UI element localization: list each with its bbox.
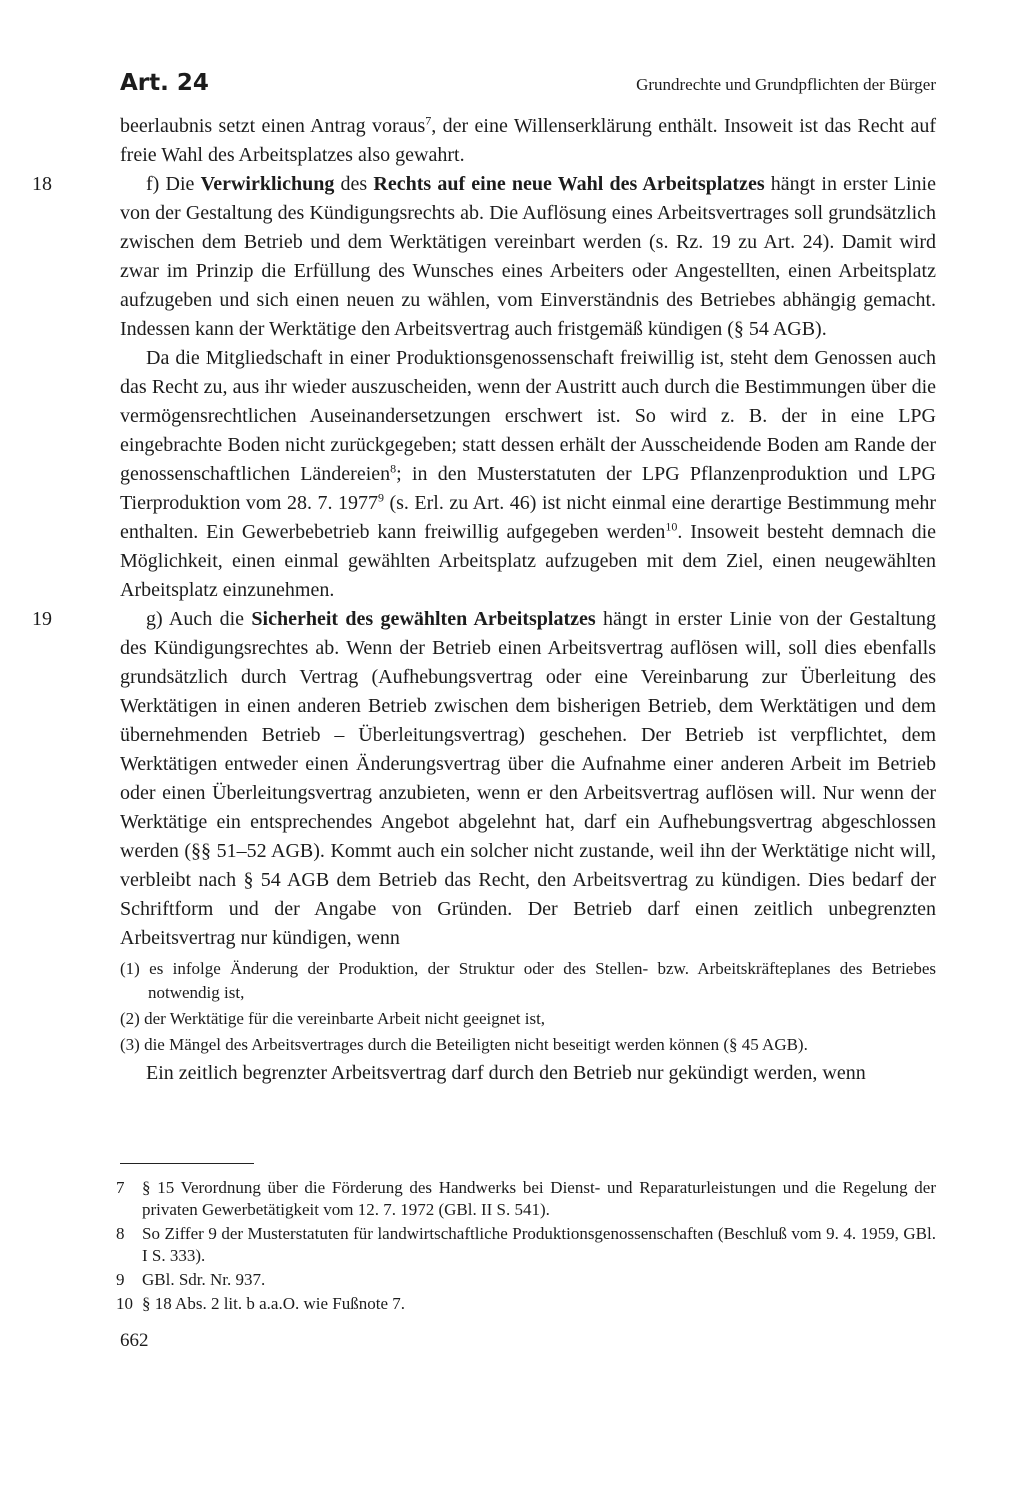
footnote-divider <box>120 1163 254 1164</box>
paragraph-rz18: 18 f) Die Verwirklichung des Rechts auf eine neue Wahl des Arbeitsplatzes hängt in erster Linie von der Gestaltung des Kündigungsrechts ab. Die Auflösung eines Arbeitsvertrages soll grundsätzlich zwischen dem Betrieb und dem Werktätigen vereinbart werden (s. Rz. 19 zu Art. 24). Damit wird zwar im Prinzip die Erfüllung des Wunsches eines Arbeiters oder Angestellten, einen Arbeitsplatz aufzugeben und sich einen neuen zu wählen, vom Einverständnis des Betriebes abhängig gemacht. Indessen kann der Werktätige den Arbeitsvertrag auch fristgemäß kündigen (§ 54 AGB). <box>120 170 936 344</box>
footnotes <box>116 1177 936 1317</box>
footnote-9: 9 GBl. Sdr. Nr. 937. <box>116 1270 266 1289</box>
footnote-10: 10 § 18 Abs. 2 lit. b a.a.O. wie Fußnote 7. <box>116 1294 406 1313</box>
footnote-8: 8 So Ziffer 9 der Musterstatuten für landwirtschaftliche Produktionsgenossenschaften (Beschluß vom 9. 4. 1959, GBl. I S. 333). <box>116 1224 936 1265</box>
list-item: (3) die Mängel des Arbeitsvertrages durch die Beteiligten nicht beseitigt werden können (§ 45 AGB). <box>120 1035 808 1054</box>
article-label: Art. 24 <box>120 70 209 96</box>
margin-number-18: 18 <box>32 173 52 195</box>
footnote-ref-7[interactable]: 7 <box>425 113 432 128</box>
main-text <box>32 112 937 1088</box>
paragraph-cooperatives: Da die Mitgliedschaft in einer Produktionsgenossenschaft freiwillig ist, steht dem Genossen auch das Recht zu, aus ihr wieder auszuscheiden, wenn der Austritt auch durch die Bestimmungen über die vermögensrechtlichen Auseinandersetzungen erschwert ist. So wird z. B. der in eine LPG eingebrachte Boden nicht zurückgegeben; statt dessen erhält der Ausscheidende Boden am Rande der genossenschaftlichen Ländereien$^8$; in den Musterstatuten der LPG Pflanzenproduktion und LPG Tierproduktion vom 28. 7. 1977$^9$ (s. Erl. zu Art. 46) ist nicht einmal eine derartige Bestimmung mehr enthalten. Ein Gewerbebetrieb kann freiwillig aufgegeben werden$^{10}$. Insoweit besteht demnach die Möglichkeit, einen einmal gewählten Arbeitsplatz aufzugeben mit dem Ziel, einen neugewählten Arbeitsplatz einzunehmen. <box>120 347 937 601</box>
footnote-ref-8[interactable]: 8 <box>390 461 397 476</box>
footnote-ref-10[interactable]: 10 <box>665 519 678 534</box>
footnote-7: 7 § 15 Verordnung über die Förderung des Handwerks bei Dienst- und Reparaturleistungen und die Regelung der privaten Gewerbetätigkeit vom 12. 7. 1972 (GBl. II S. 541). <box>116 1178 936 1219</box>
footnote-ref-9[interactable]: 9 <box>377 490 384 505</box>
paragraph-fixed-term: Ein zeitlich begrenzter Arbeitsvertrag darf durch den Betrieb nur gekündigt werden, wenn <box>146 1062 866 1084</box>
page-number: 662 <box>120 1330 149 1351</box>
list-item: (1) es infolge Änderung der Produktion, der Struktur oder des Stellen- bzw. Arbeitskräfteplanes des Betriebes notwendig ist, <box>120 959 936 1002</box>
margin-number-19: 19 <box>32 608 52 630</box>
conditions-list <box>120 957 936 1057</box>
page-header <box>120 70 936 106</box>
running-title: Grundrechte und Grundpflichten der Bürger <box>636 75 936 94</box>
paragraph-continuation: beerlaubnis setzt einen Antrag voraus$^7$, der eine Willenserklärung enthält. Insoweit ist das Recht auf freie Wahl des Arbeitsplatzes also gewahrt. <box>120 113 936 166</box>
paragraph-rz19: 19 g) Auch die Sicherheit des gewählten Arbeitsplatzes hängt in erster Linie von der Gestaltung des Kündigungsrechtes ab. Wenn der Betrieb einen Arbeitsvertrag auflösen will, soll dies ebenfalls grundsätzlich durch Vertrag (Aufhebungsvertrag oder eine Vereinbarung zur Überleitung des Werktätigen in einen anderen Betrieb zwischen dem bisherigen Betrieb, dem Werktätigen und dem übernehmenden Betrieb – Überleitungsvertrag) geschehen. Der Betrieb ist verpflichtet, dem Werktätigen entweder einen Änderungsvertrag über die Aufnahme einer anderen Arbeit im Betrieb oder einen Überleitungsvertrag anzubieten, wenn er den Arbeitsvertrag auflösen will. Nur wenn der Werktätige ein entsprechendes Angebot abgelehnt hat, darf ein Aufhebungsvertrag abgeschlossen werden (§§ 51–52 AGB). Kommt auch ein solcher nicht zustande, weil ihn der Werktätige nicht will, verbleibt nach § 54 AGB dem Betrieb das Recht, den Arbeitsvertrag zu kündigen. Dies bedarf der Schriftform und der Angabe von Gründen. Der Betrieb darf einen zeitlich unbegrenzten Arbeitsvertrag nur kündigen, wenn <box>120 605 936 953</box>
list-item: (2) der Werktätige für die vereinbarte Arbeit nicht geeignet ist, <box>120 1009 546 1028</box>
